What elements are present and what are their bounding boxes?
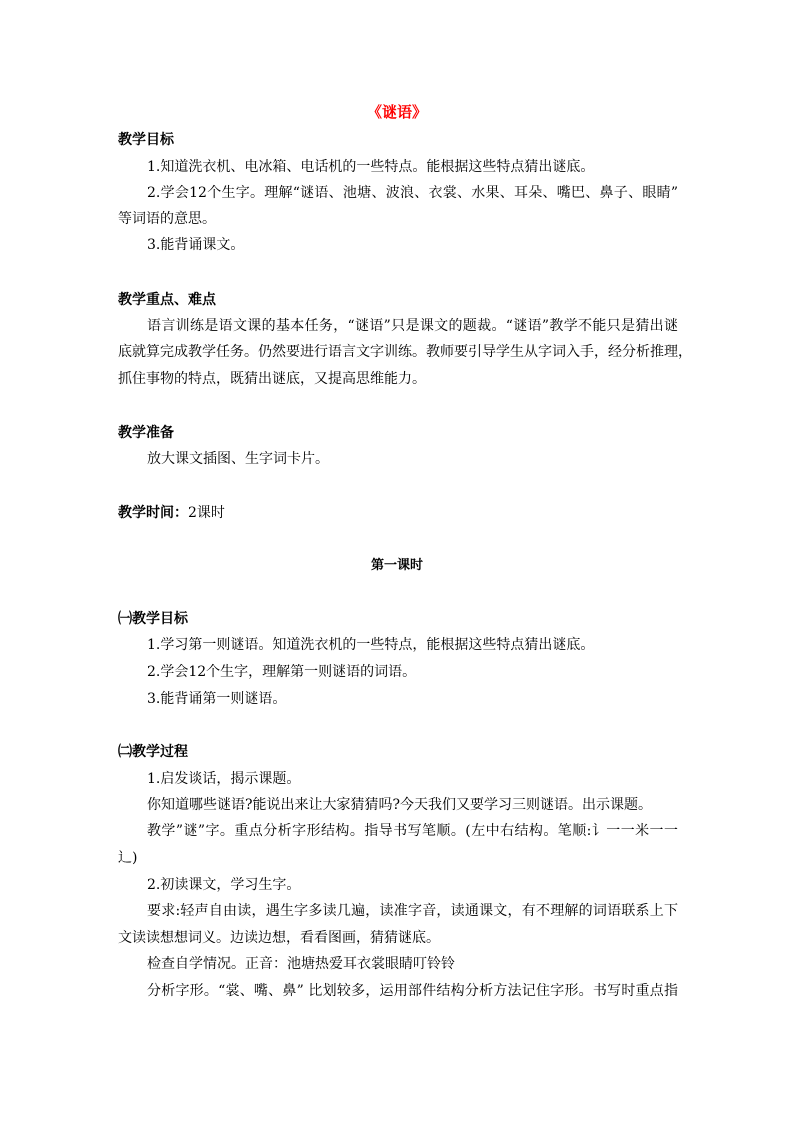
- process-line-7: 文读读想想词义。边读边想，看看图画，猜猜谜底。: [118, 930, 440, 946]
- preparation-heading: 教学准备: [118, 425, 174, 441]
- process-line-9: 分析字形。“裳、嘴、鼻” 比划较多，运用部件结构分析方法记住字形。书写时重点指: [147, 983, 678, 999]
- process-line-4: 辶): [118, 850, 138, 866]
- process-line-8: 检查自学情况。正音：池塘热爱耳衣裳眼睛叮铃铃: [147, 956, 455, 972]
- process-line-1: 1.启发谈话，揭示课题。: [147, 771, 301, 787]
- key-points-line-2: 底就算完成教学任务。仍然要进行语言文字训练。教师要引导学生从字词入手，经分析推理，: [118, 344, 692, 360]
- process-line-5: 2.初读课文，学习生字。: [147, 877, 301, 893]
- goal-line-3: 3.能背诵课文。: [147, 237, 245, 253]
- key-points-heading: 教学重点、难点: [118, 292, 216, 308]
- key-points-line-3: 抓住事物的特点，既猜出谜底，又提高思维能力。: [118, 371, 426, 387]
- goal-line-2b: 等词语的意思。: [118, 211, 216, 227]
- teaching-time: [118, 503, 225, 523]
- teaching-time-label: 教学时间：: [118, 505, 188, 521]
- process-line-3: 教学”谜”字。重点分析字形结构。指导书写笔顺。(左中右结构。笔顺:讠一一米一一: [147, 823, 678, 839]
- lesson-one-heading: 第一课时: [370, 558, 423, 573]
- goal-line-1: 1.知道洗衣机、电冰箱、电话机的一些特点。能根据这些特点猜出谜底。: [147, 159, 595, 175]
- preparation-line-1: 放大课文插图、生字词卡片。: [147, 451, 329, 467]
- lesson-process-heading: ㈡教学过程: [118, 744, 188, 760]
- lesson-goals-heading: ㈠教学目标: [118, 611, 188, 627]
- teaching-time-value: 2课时: [188, 505, 225, 521]
- document-title: 《谜语》: [366, 103, 427, 121]
- teaching-goals-heading: 教学目标: [118, 132, 174, 148]
- key-points-line-1: 语言训练是语文课的基本任务，“谜语”只是课文的题裁。“谜语”教学不能只是猜出谜: [147, 318, 678, 334]
- lesson-goal-line-3: 3.能背诵第一则谜语。: [147, 691, 287, 707]
- goal-line-2a: 2.学会12个生字。理解“谜语、池塘、波浪、衣裳、水果、耳朵、嘴巴、鼻子、眼睛”: [147, 185, 678, 201]
- lesson-goal-line-2: 2.学会12个生字，理解第一则谜语的词语。: [147, 664, 417, 680]
- process-line-6: 要求:轻声自由读，遇生字多读几遍，读准字音，读通课文，有不理解的词语联系上下: [147, 903, 678, 919]
- process-line-2: 你知道哪些谜语?能说出来让大家猜猜吗?今天我们又要学习三则谜语。出示课题。: [147, 797, 653, 813]
- lesson-goal-line-1: 1.学习第一则谜语。知道洗衣机的一些特点，能根据这些特点猜出谜底。: [147, 637, 595, 653]
